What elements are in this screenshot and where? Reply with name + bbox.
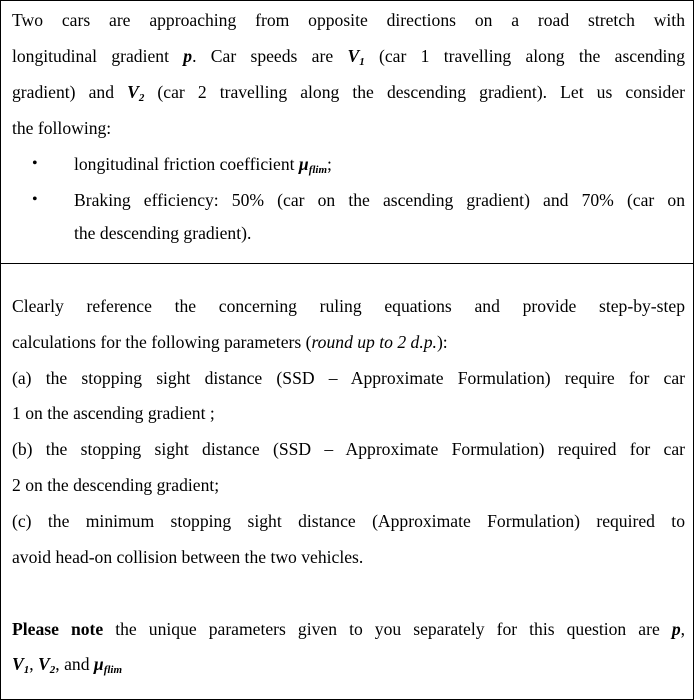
part-a-line-2: 1 on the ascending gradient ; <box>12 403 215 423</box>
bullet-dot: • <box>32 191 38 208</box>
part-b-line-1: (b) the stopping sight distance (SSD – Approximate Formulation) required for car <box>12 439 685 459</box>
note-label: Please note <box>12 619 104 639</box>
task-line-2: calculations for the following parameters (round up to 2 d.p.): <box>12 332 448 352</box>
speed-1-symbol: $V_1$ <box>347 46 365 68</box>
note-line-1: Please note the unique parameters given to you separately for this question are p, <box>12 619 686 639</box>
bullet-braking-2: the descending gradient). <box>74 223 252 243</box>
bullet-braking-1: Braking efficiency: 50% (car on the ascending gradient) and 70% (car on <box>74 190 685 210</box>
part-c-line-2: avoid head-on collision between the two vehicles. <box>12 547 364 567</box>
bullet-dot: • <box>32 155 38 172</box>
part-b-line-2: 2 on the descending gradient; <box>12 475 220 495</box>
gradient-symbol: p <box>183 46 193 66</box>
intro-line-3: gradient) and $V_2$ (car 2 travelling along the descending gradient). Let us consider <box>12 82 686 104</box>
bullet-friction: longitudinal friction coefficient $\mu_{flim}$; <box>74 154 332 176</box>
friction-symbol: $\mu_{flim}$ <box>298 154 328 176</box>
part-c-line-1: (c) the minimum stopping sight distance (Approximate Formulation) required to <box>12 511 685 531</box>
intro-line-4: the following: <box>12 118 112 138</box>
section-divider <box>1 263 693 264</box>
intro-line-2: longitudinal gradient p. Car speeds are $V_1$ (car 1 travelling along the ascending <box>12 46 685 68</box>
task-line-1: Clearly reference the concerning ruling equations and provide step-by-step <box>12 296 685 316</box>
part-a-line-1: (a) the stopping sight distance (SSD – Approximate Formulation) require for car <box>12 368 685 388</box>
speed-2-symbol: $V_2$ <box>127 82 145 104</box>
intro-line-1: Two cars are approaching from opposite directions on a road stretch with <box>12 10 685 30</box>
note-line-2: $V_1$, $V_2$, and $\mu_{flim}$ <box>12 654 123 676</box>
